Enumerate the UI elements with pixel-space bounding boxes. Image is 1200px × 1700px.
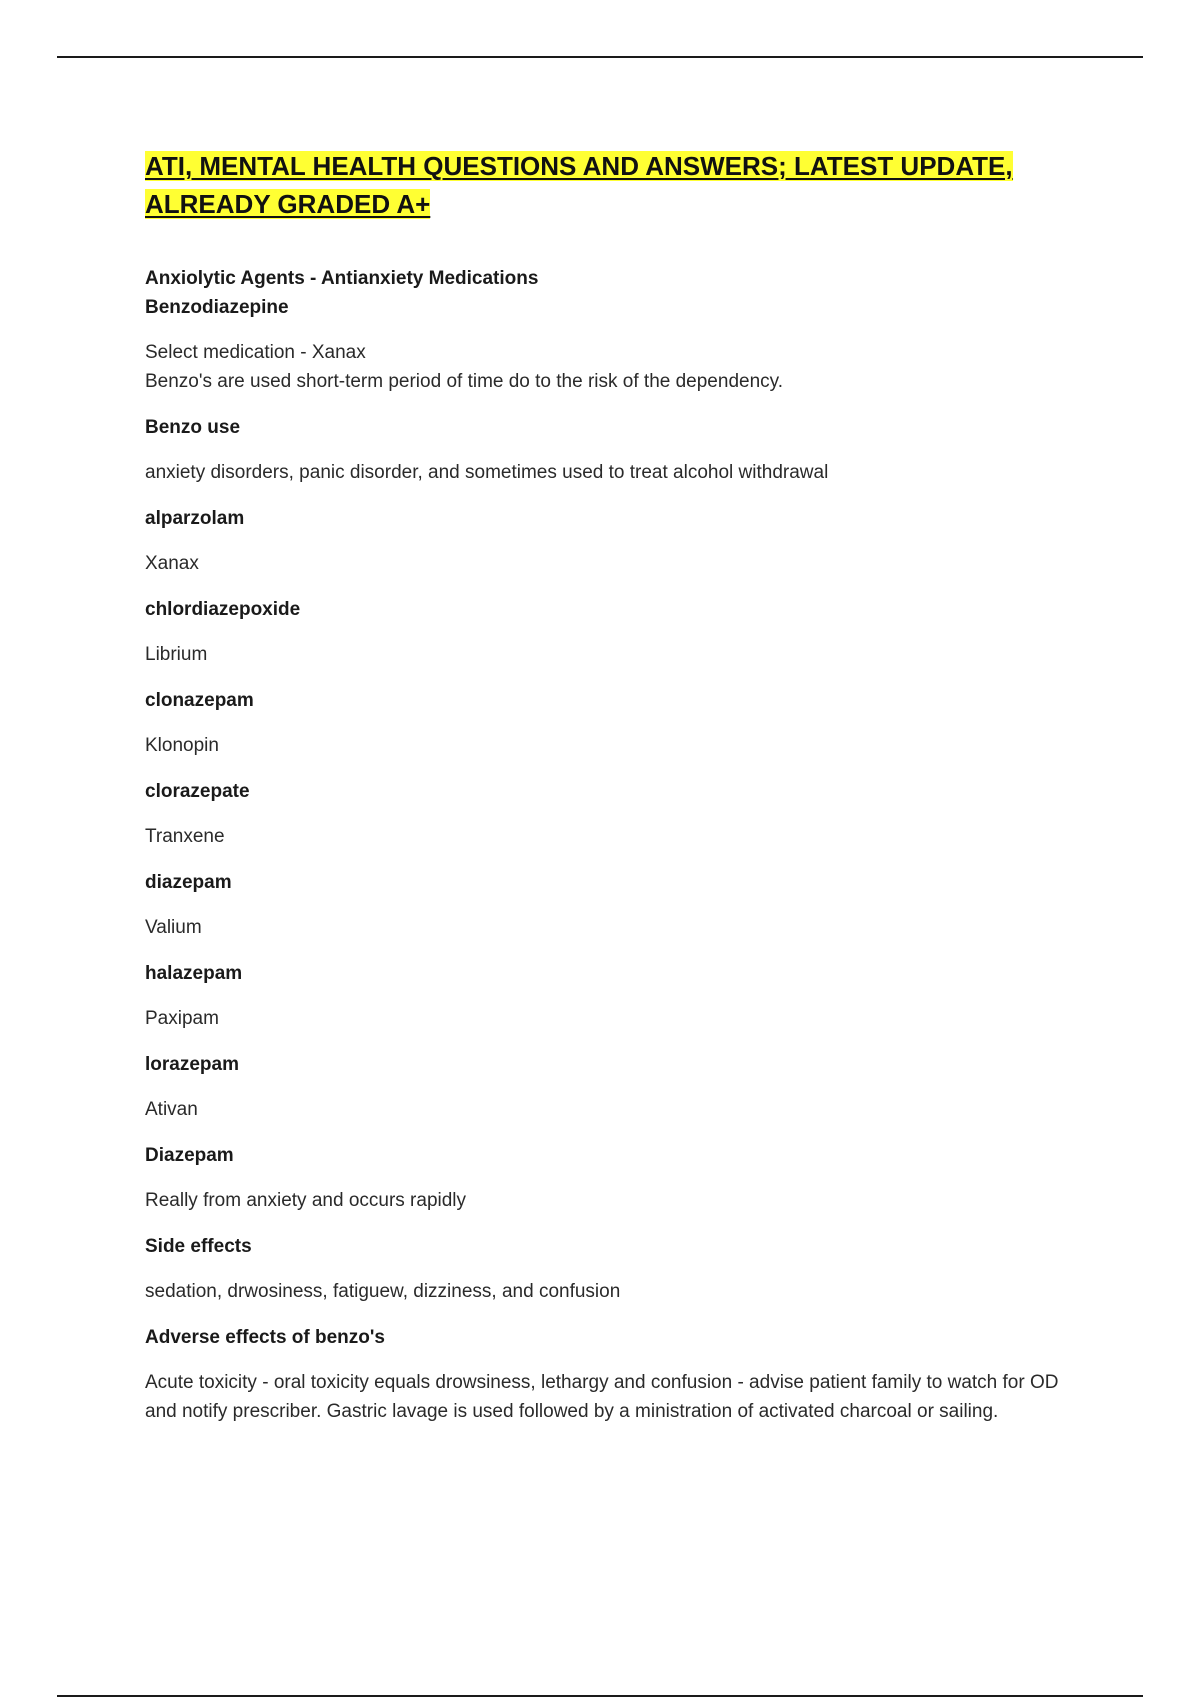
entry-definition: Paxipam	[145, 1008, 219, 1029]
entry-term: halazepam	[145, 963, 243, 984]
entry-term: alparzolam	[145, 508, 245, 529]
entry-definition: Librium	[145, 644, 208, 665]
entry-term: lorazepam	[145, 1054, 239, 1075]
entry-term: Diazepam	[145, 1145, 234, 1166]
section-subheading: Benzodiazepine	[145, 297, 289, 318]
entry-definition: Klonopin	[145, 735, 219, 756]
list-item	[145, 777, 1075, 851]
list-item	[145, 413, 1075, 487]
list-item	[145, 504, 1075, 578]
intro-line-1: Select medication - Xanax	[145, 342, 366, 363]
intro-text	[145, 338, 1075, 396]
entry-definition: Xanax	[145, 553, 199, 574]
entry-definition: sedation, drwosiness, fatiguew, dizziness, and confusion	[145, 1281, 621, 1302]
list-item	[145, 1323, 1075, 1426]
entry-definition: anxiety disorders, panic disorder, and sometimes used to treat alcohol withdrawal	[145, 462, 829, 483]
bottom-divider	[57, 1695, 1143, 1697]
document-title	[145, 147, 1075, 223]
list-item	[145, 868, 1075, 942]
entry-definition: Tranxene	[145, 826, 225, 847]
section-heading-block	[145, 264, 1075, 322]
section-heading: Anxiolytic Agents - Antianxiety Medications	[145, 268, 539, 289]
entry-definition: Really from anxiety and occurs rapidly	[145, 1190, 467, 1211]
list-item	[145, 595, 1075, 669]
list-item	[145, 686, 1075, 760]
entry-term: clonazepam	[145, 690, 254, 711]
intro-line-2: Benzo's are used short-term period of time do to the risk of the dependency.	[145, 371, 784, 392]
entry-definition: Ativan	[145, 1099, 198, 1120]
entry-term: Adverse effects of benzo's	[145, 1327, 385, 1348]
entry-term: Benzo use	[145, 417, 241, 438]
list-item	[145, 959, 1075, 1033]
entry-term: Side effects	[145, 1236, 252, 1257]
document-title-line-2: ALREADY GRADED A+	[145, 189, 431, 219]
list-item	[145, 1141, 1075, 1215]
entry-definition: Acute toxicity - oral toxicity equals drowsiness, lethargy and confusion - advise patient family to watch for OD and notify prescriber. Gastric lavage is used followed by a ministration of activated charcoal or sailing.	[145, 1372, 1059, 1422]
document-title-line-1: ATI, MENTAL HEALTH QUESTIONS AND ANSWERS; LATEST UPDATE,	[145, 151, 1013, 181]
document-body	[145, 147, 1075, 1443]
list-item	[145, 1232, 1075, 1306]
entry-term: diazepam	[145, 872, 232, 893]
top-divider	[57, 56, 1143, 58]
entry-term: chlordiazepoxide	[145, 599, 301, 620]
entry-term: clorazepate	[145, 781, 250, 802]
list-item	[145, 1050, 1075, 1124]
flashcard-list	[145, 413, 1075, 1426]
entry-definition: Valium	[145, 917, 202, 938]
